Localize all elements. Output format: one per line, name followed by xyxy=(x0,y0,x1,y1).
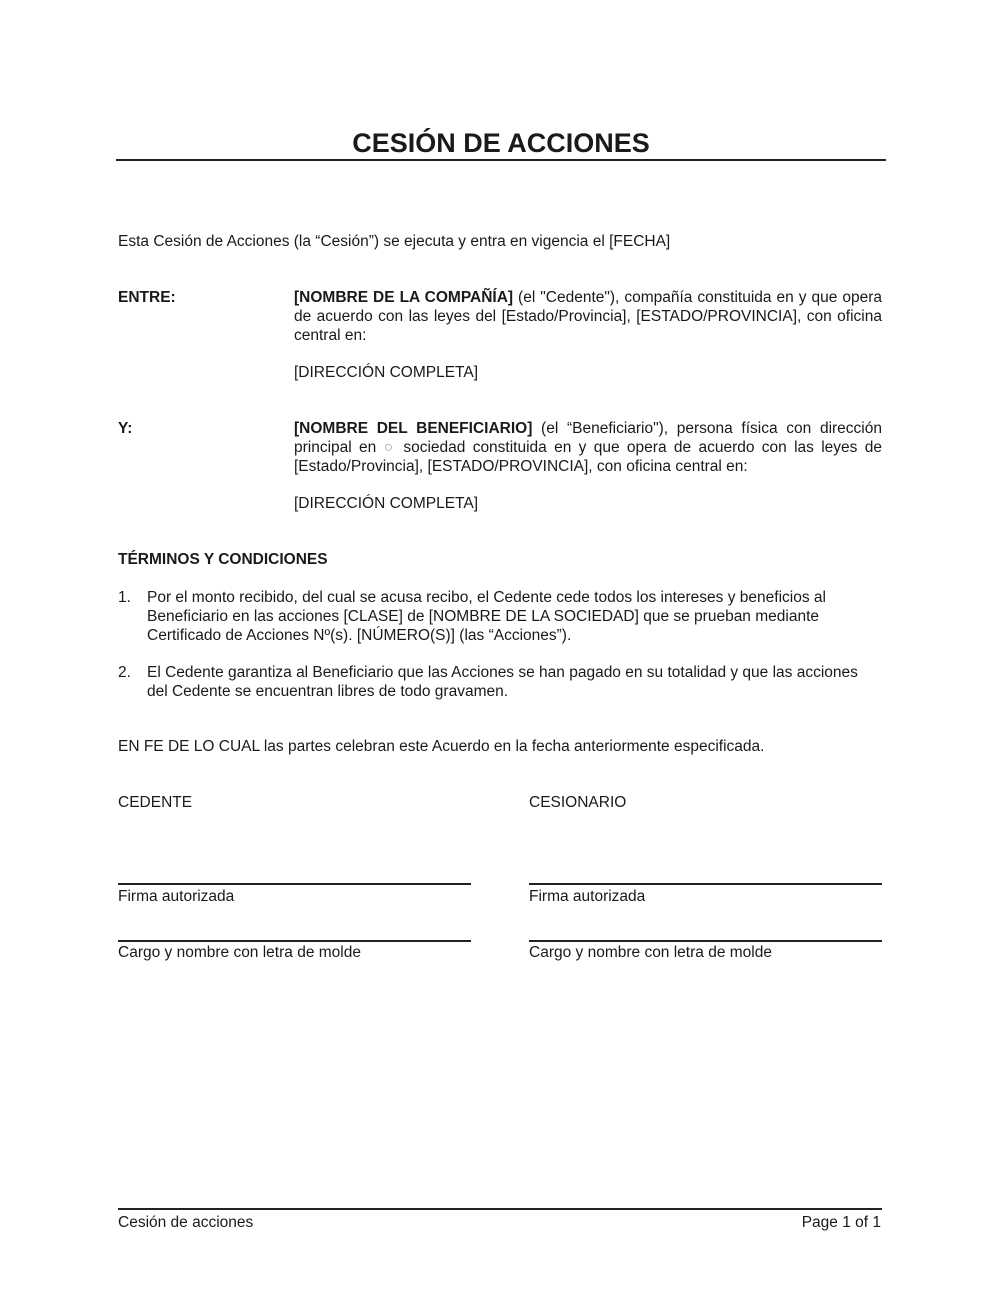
footer-divider xyxy=(118,1208,882,1210)
party-cedente-description xyxy=(294,288,882,345)
signature-line[interactable] xyxy=(529,883,882,885)
party-cedente-text: (el "Cedente"), compañía constituida en y que opera de acuerdo con las leyes del [Estado/Provincia], [ESTADO/PROVINCIA], con oficina central en: xyxy=(294,289,882,344)
footer-document-name: Cesión de acciones xyxy=(118,1214,254,1231)
signature-label: Firma autorizada xyxy=(529,888,646,905)
party-beneficiario-name: [NOMBRE DEL BENEFICIARIO] xyxy=(294,420,533,437)
term-item xyxy=(118,663,882,701)
party-beneficiario-description xyxy=(294,419,882,476)
signature-block-cesionario xyxy=(529,793,883,961)
term-number: 2. xyxy=(118,664,131,681)
party-cedente-address: [DIRECCIÓN COMPLETA] xyxy=(294,364,479,381)
party-label-entre: ENTRE: xyxy=(118,289,176,306)
party-label-y: Y: xyxy=(118,420,133,437)
term-text: El Cedente garantiza al Beneficiario que las Acciones se han pagado en su totalidad y que las acciones del Cedente se encuentran libres de todo gravamen. xyxy=(147,664,858,700)
party-cedente-name: [NOMBRE DE LA COMPAÑÍA] xyxy=(294,289,514,306)
term-item xyxy=(118,588,882,645)
intro-paragraph: Esta Cesión de Acciones (la “Cesión”) se ejecuta y entra en vigencia el [FECHA] xyxy=(118,233,671,250)
signature-party-title: CEDENTE xyxy=(118,794,193,811)
printed-name-line[interactable] xyxy=(118,940,471,942)
document-title: CESIÓN DE ACCIONES xyxy=(352,128,650,158)
signature-line[interactable] xyxy=(118,883,471,885)
term-number: 1. xyxy=(118,589,131,606)
signature-block-cedente xyxy=(118,793,472,961)
party-beneficiario-text-before: (el “Beneficiario"), persona física con dirección principal en xyxy=(294,420,882,456)
signature-label: Firma autorizada xyxy=(118,888,235,905)
printed-name-label: Cargo y nombre con letra de molde xyxy=(118,944,361,961)
party-beneficiario-text-after: sociedad constituida en y que opera de acuerdo con las leyes de [Estado/Provincia], [ESTADO/PROVINCIA], con oficina central en: xyxy=(294,439,882,475)
term-text: Por el monto recibido, del cual se acusa recibo, el Cedente cede todos los intereses y beneficios al Beneficiario en las acciones [CLASE] de [NOMBRE DE LA SOCIEDAD] que se prueban mediante Certificado de Acciones Nº(s). [NÚMERO(S)] (las “Acciones”). xyxy=(147,589,826,644)
terms-heading: TÉRMINOS Y CONDICIONES xyxy=(118,551,328,568)
footer-page-number: Page 1 of 1 xyxy=(801,1214,881,1231)
option-circle-icon: ○ xyxy=(383,439,396,456)
printed-name-line[interactable] xyxy=(529,940,882,942)
party-beneficiario-address: [DIRECCIÓN COMPLETA] xyxy=(294,495,479,512)
title-divider xyxy=(116,159,886,161)
signature-party-title: CESIONARIO xyxy=(529,794,627,811)
witness-clause: EN FE DE LO CUAL las partes celebran este Acuerdo en la fecha anteriormente especificada. xyxy=(118,738,765,755)
printed-name-label: Cargo y nombre con letra de molde xyxy=(529,944,772,961)
